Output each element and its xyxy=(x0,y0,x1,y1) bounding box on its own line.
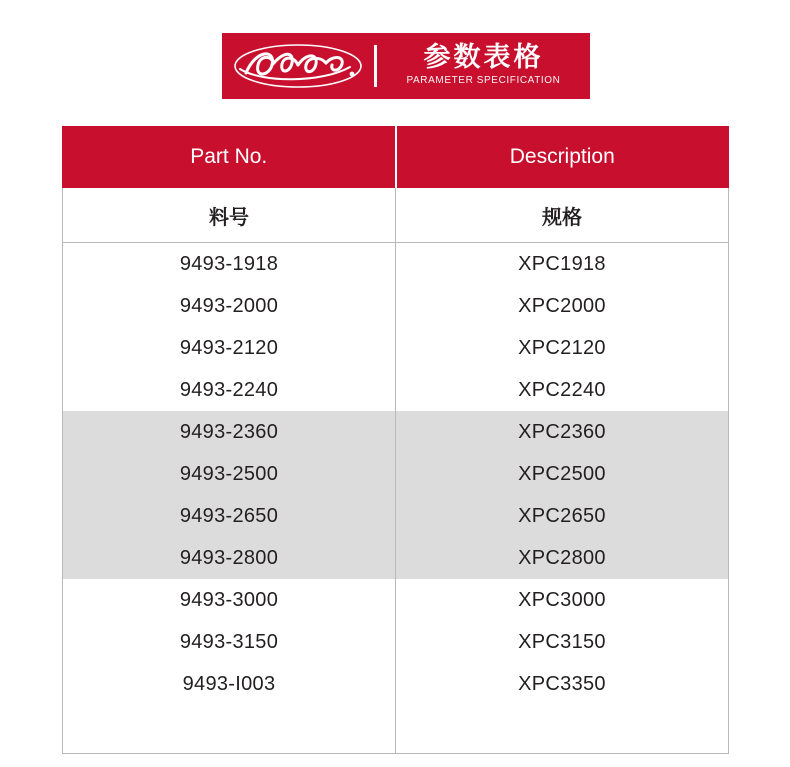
cell-part-no: 9493-1918 xyxy=(63,243,396,286)
cell-part-no: 9493-2240 xyxy=(63,369,396,411)
cell-empty xyxy=(63,705,396,754)
cell-empty xyxy=(396,705,729,754)
cell-description: XPC2360 xyxy=(396,411,729,453)
cell-description: XPC2240 xyxy=(396,369,729,411)
gates-logo xyxy=(222,33,374,99)
cell-description: XPC2000 xyxy=(396,285,729,327)
cell-description: XPC3150 xyxy=(396,621,729,663)
cell-part-no: 9493-2000 xyxy=(63,285,396,327)
table-row xyxy=(63,621,729,663)
cell-part-no: 9493-2500 xyxy=(63,453,396,495)
header-part-no-cn: 料号 xyxy=(63,188,396,243)
header-description-en: Description xyxy=(396,126,729,188)
header-description-cn: 规格 xyxy=(396,188,729,243)
spec-table-body xyxy=(63,243,729,754)
banner-title-group xyxy=(377,43,590,90)
table-row xyxy=(63,579,729,621)
banner-title-en: PARAMETER SPECIFICATION xyxy=(406,75,561,87)
table-row xyxy=(63,453,729,495)
cell-part-no: 9493-3000 xyxy=(63,579,396,621)
cell-description: XPC3350 xyxy=(396,663,729,705)
cell-part-no: 9493-2650 xyxy=(63,495,396,537)
table-row xyxy=(63,495,729,537)
cell-part-no: 9493-2120 xyxy=(63,327,396,369)
table-row xyxy=(63,537,729,579)
cell-description: XPC2650 xyxy=(396,495,729,537)
table-row xyxy=(63,663,729,705)
cell-description: XPC1918 xyxy=(396,243,729,286)
cell-description: XPC2120 xyxy=(396,327,729,369)
cell-part-no: 9493-3150 xyxy=(63,621,396,663)
banner-title-cn: 参数表格 xyxy=(423,41,544,72)
cell-description: XPC2500 xyxy=(396,453,729,495)
table-header-row-en xyxy=(63,126,729,188)
table-row xyxy=(63,411,729,453)
table-row xyxy=(63,243,729,286)
cell-description: XPC2800 xyxy=(396,537,729,579)
header-part-no-en: Part No. xyxy=(63,126,396,188)
spec-table-container xyxy=(62,126,728,754)
table-row-empty xyxy=(63,705,729,754)
cell-part-no: 9493-2360 xyxy=(63,411,396,453)
table-row xyxy=(63,327,729,369)
table-row xyxy=(63,369,729,411)
table-row xyxy=(63,285,729,327)
header-banner xyxy=(222,33,590,99)
spec-table xyxy=(62,126,729,754)
table-header-row-cn xyxy=(63,188,729,243)
cell-part-no: 9493-2800 xyxy=(63,537,396,579)
cell-description: XPC3000 xyxy=(396,579,729,621)
cell-part-no: 9493-I003 xyxy=(63,663,396,705)
